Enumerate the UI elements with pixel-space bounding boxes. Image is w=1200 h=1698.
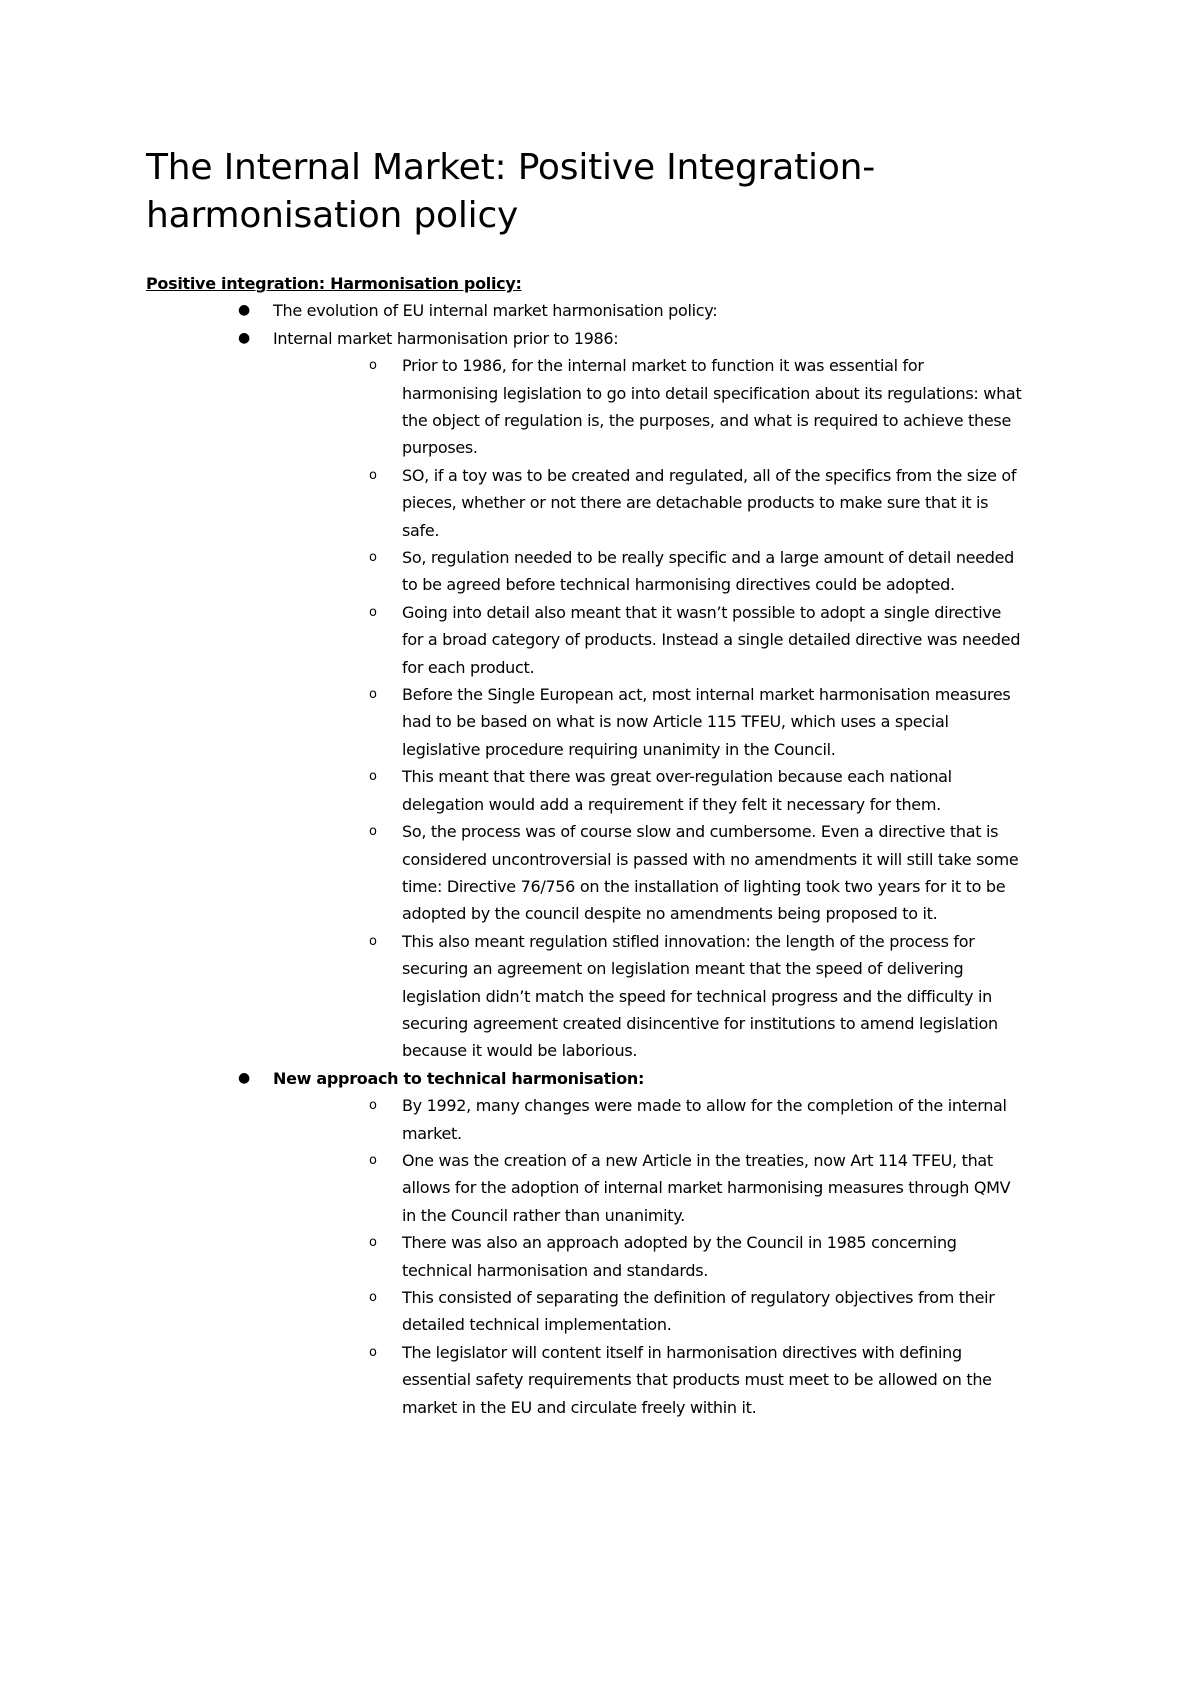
sub-list-item — [369, 928, 1022, 1065]
sub-list-item-text: This also meant regulation stifled innovation: the length of the process for securing an agreement on legislation meant that the speed of delivering legislation didn’t match the speed for technical progress and the difficulty in securing agreement created disincentive for institutions to amend legislation because it would be laborious. — [402, 931, 998, 1061]
list-item — [238, 325, 1086, 352]
circle-bullet-icon: o — [369, 1290, 377, 1306]
sub-list-item-text: Prior to 1986, for the internal market to function it was essential for harmonising legislation to go into detail specification about its regulations: what the object of regulation is, the purposes, and what is required to achieve these purposes. — [402, 356, 1022, 458]
circle-bullet-icon: o — [369, 550, 377, 566]
circle-bullet-icon: o — [369, 604, 377, 620]
section-heading: Positive integration: Harmonisation policy: — [146, 274, 522, 293]
circle-bullet-icon: o — [369, 1344, 377, 1360]
list-item — [238, 297, 1086, 324]
list-item-text: Internal market harmonisation prior to 1986: — [273, 328, 619, 348]
sub-list-item-text: Going into detail also meant that it wasn’t possible to adopt a single directive for a broad category of products. Instead a single detailed directive was needed for each product. — [402, 602, 1021, 677]
bullet-list — [146, 297, 1086, 1421]
bullet-icon: ● — [238, 1069, 250, 1086]
circle-bullet-icon: o — [369, 1098, 377, 1114]
sub-list-item — [369, 352, 1022, 462]
sub-list-item — [369, 1229, 1022, 1284]
sub-list-item-text: SO, if a toy was to be created and regulated, all of the specifics from the size of pieces, whether or not there are detachable products to make sure that it is safe. — [402, 465, 1017, 540]
sub-list-item-text: So, the process was of course slow and cumbersome. Even a directive that is considered uncontroversial is passed with no amendments it will still take some time: Directive 76/756 on the installation of lighting took two years for it to be adopted by the council despite no amendments being proposed to it. — [402, 822, 1019, 924]
bullet-icon: ● — [238, 329, 250, 346]
sub-list-item — [369, 1092, 1022, 1147]
circle-bullet-icon: o — [369, 687, 377, 703]
sub-list-item — [369, 1147, 1022, 1229]
sub-list-item — [369, 818, 1022, 928]
list-item — [238, 1065, 1086, 1092]
sub-list-item-text: By 1992, many changes were made to allow for the completion of the internal market. — [402, 1096, 1007, 1143]
document-body — [146, 270, 1086, 1421]
sub-list-item-text: The legislator will content itself in harmonisation directives with defining essential safety requirements that products must meet to be allowed on the market in the EU and circulate freely within it. — [402, 1342, 992, 1417]
sub-list-item-text: This meant that there was great over-regulation because each national delegation would add a requirement if they felt it necessary for them. — [402, 767, 952, 814]
circle-bullet-icon: o — [369, 1152, 377, 1168]
bullet-icon: ● — [238, 302, 250, 319]
circle-bullet-icon: o — [369, 824, 377, 840]
circle-bullet-icon: o — [369, 769, 377, 785]
sub-list-item — [369, 599, 1022, 681]
sub-list-item-text: There was also an approach adopted by the Council in 1985 concerning technical harmonisation and standards. — [402, 1233, 957, 1280]
sub-list-item-text: One was the creation of a new Article in the treaties, now Art 114 TFEU, that allows for the adoption of internal market harmonising measures through QMV in the Council rather than unanimity. — [402, 1150, 1011, 1225]
sub-list-item-text: Before the Single European act, most internal market harmonisation measures had to be based on what is now Article 115 TFEU, which uses a special legislative procedure requiring unanimity in the Council. — [402, 685, 1011, 759]
circle-bullet-icon: o — [369, 467, 377, 483]
sub-list-item-text: This consisted of separating the definition of regulatory objectives from their detailed technical implementation. — [402, 1288, 995, 1335]
circle-bullet-icon: o — [369, 358, 377, 374]
sub-list-item — [369, 544, 1022, 599]
sub-list-item — [369, 1339, 1022, 1421]
document-title: The Internal Market: Positive Integration- harmonisation policy — [146, 147, 876, 236]
circle-bullet-icon: o — [369, 933, 377, 949]
circle-bullet-icon: o — [369, 1235, 377, 1251]
sub-list-item — [369, 763, 1022, 818]
list-item-text: New approach to technical harmonisation: — [273, 1068, 645, 1088]
sub-list-item — [369, 681, 1022, 763]
sub-list-item — [369, 1284, 1022, 1339]
sub-list-item-text: So, regulation needed to be really specific and a large amount of detail needed to be agreed before technical harmonising directives could be adopted. — [402, 548, 1015, 595]
sub-list-item — [369, 462, 1022, 544]
list-item-text: The evolution of EU internal market harmonisation policy: — [273, 301, 718, 321]
